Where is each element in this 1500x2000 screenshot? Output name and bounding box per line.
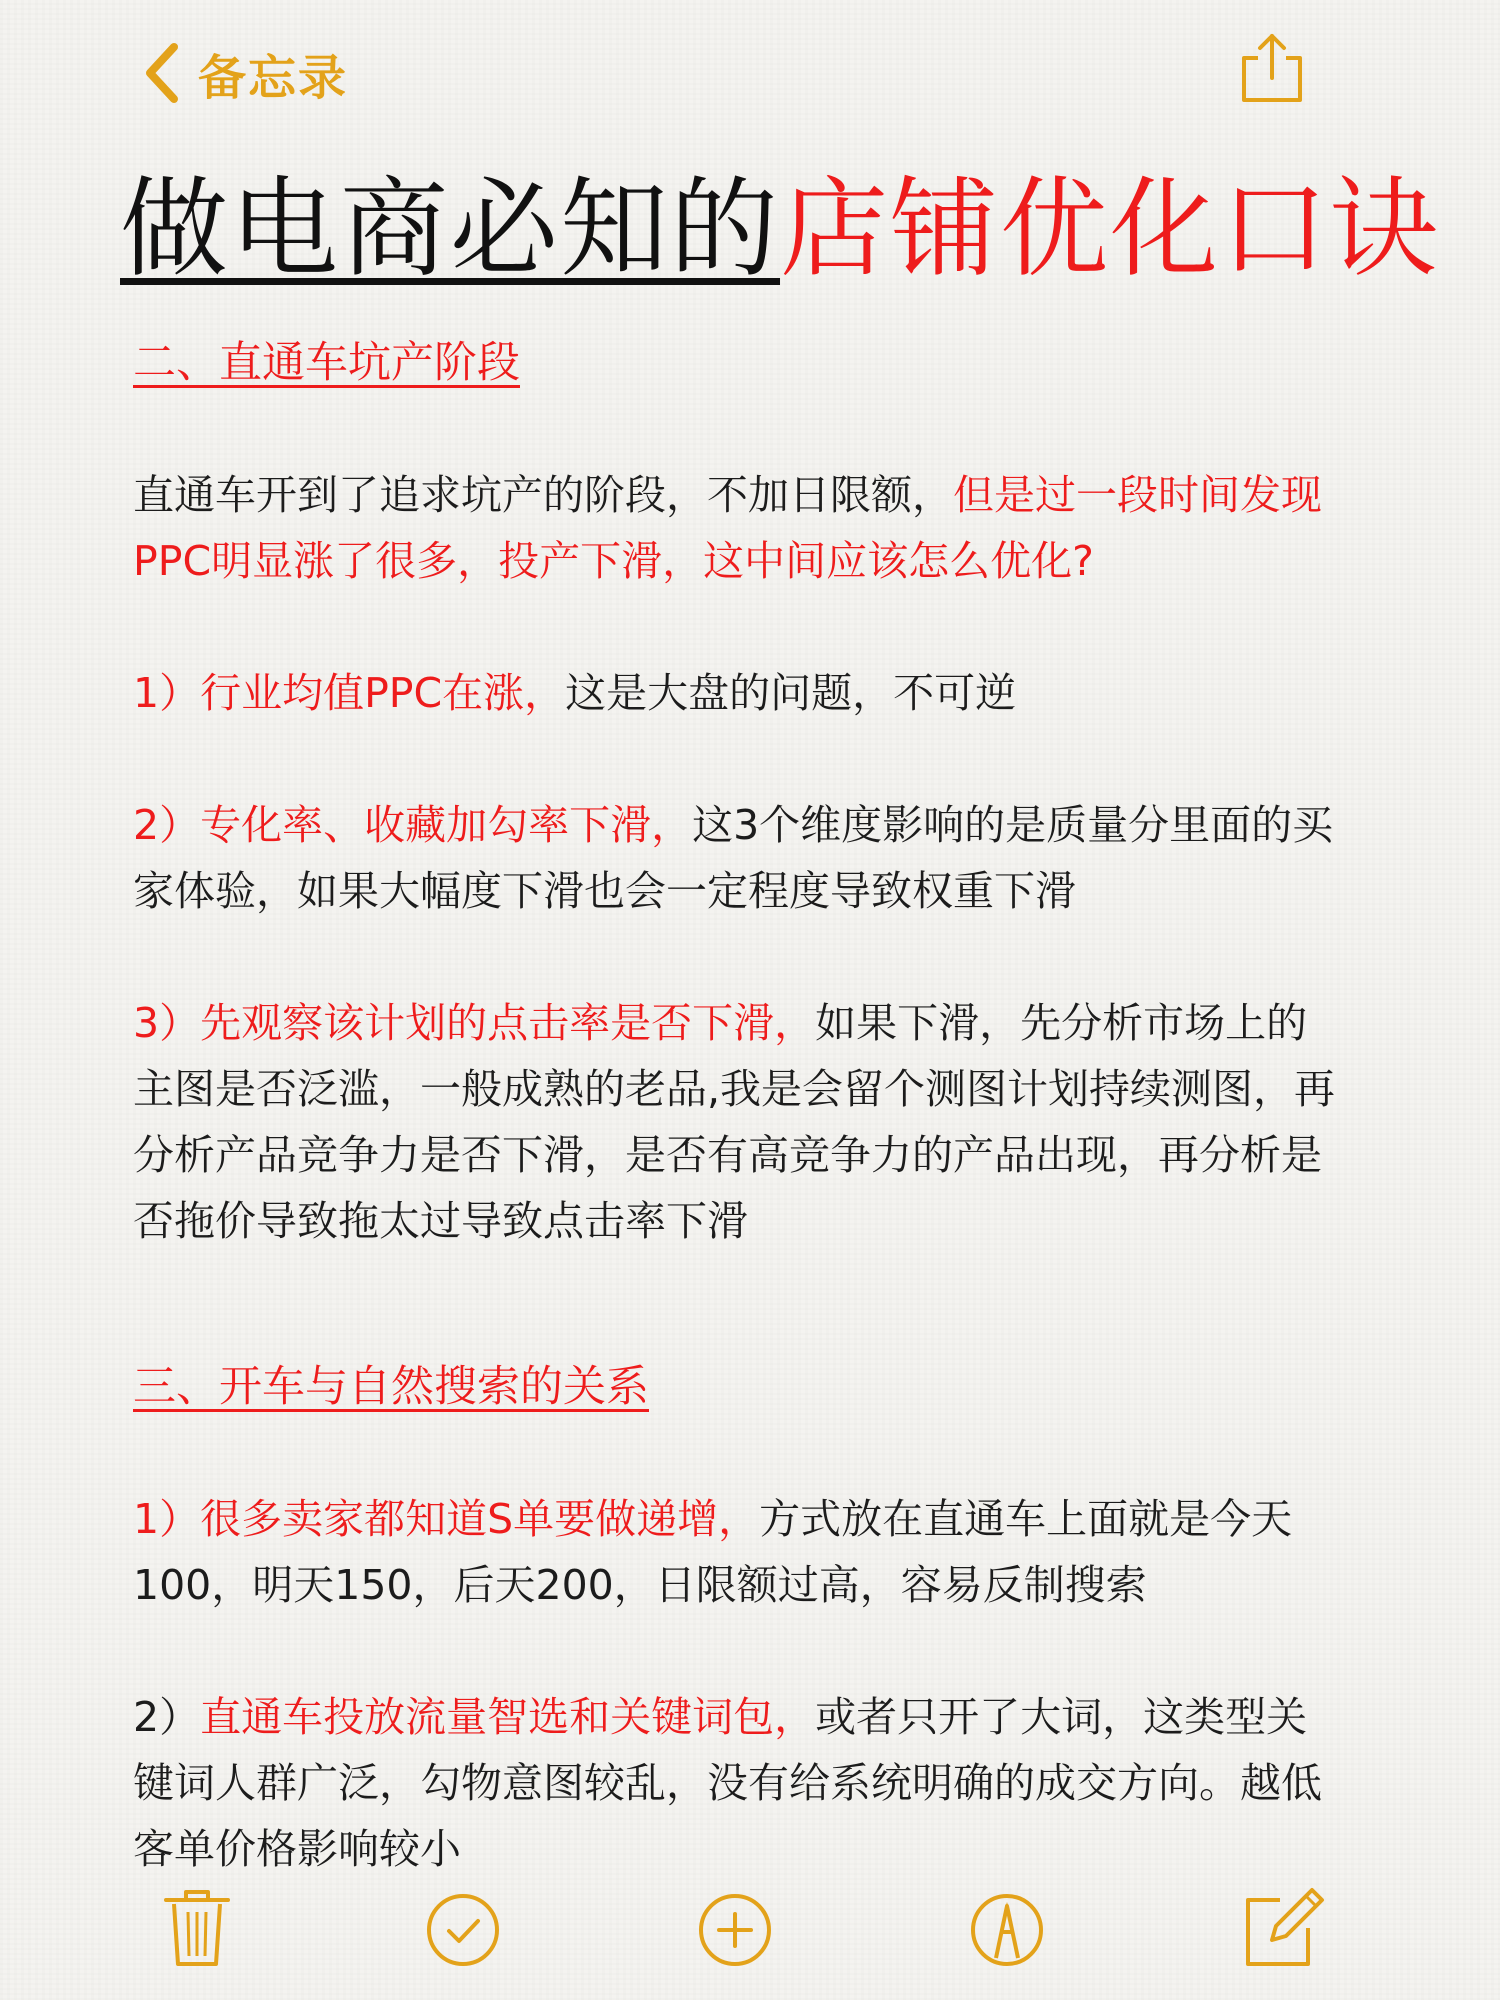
section3-point-2 [133,1684,1348,1882]
share-button[interactable] [1236,30,1308,106]
top-nav-bar [0,0,1500,140]
trash-icon [152,1880,242,1970]
markup-icon [962,1880,1052,1970]
section2-point1-plain: 这是大盘的问题，不可逆 [565,669,1017,717]
add-icon [690,1880,780,1970]
back-button[interactable] [140,38,348,108]
section3-point1-red: 1）很多卖家都知道S单要做递增， [133,1495,760,1543]
section2-point1-red: 1）行业均值PPC在涨， [133,669,566,717]
checklist-icon [418,1880,508,1970]
section2-intro-red: 但是过一段时间发现PPC明显涨了很多，投产下滑，这中间应该怎么优化? [133,471,1322,585]
section2-intro [133,462,1348,594]
share-icon [1236,30,1308,106]
section3-point2-red: 直通车投放流量智选和关键词包， [200,1693,816,1741]
section3-point2-num: 2） [133,1693,201,1741]
delete-button[interactable] [152,1880,242,1970]
title-part-black: 做电商必知的 [120,167,781,292]
section2-intro-plain: 直通车开到了追求坑产的阶段，不加日限额， [133,471,953,519]
section3-point1-plain: 方式放在直通车上面就是今天100，明天150，后天200，日限额过高，容易反制搜索 [133,1495,1293,1609]
section2-point3-red: 3）先观察该计划的点击率是否下滑， [133,999,816,1047]
section2-point2-plain: 这3个维度影响的是质量分里面的买家体验，如果大幅度下滑也会一定程度导致权重下滑 [133,801,1334,915]
section3-point-1 [133,1486,1348,1618]
section2-point2-red: 2）专化率、收藏加勾率下滑， [133,801,693,849]
section2-point-2 [133,792,1348,924]
section-heading-2: 二、直通车坑产阶段 [133,338,520,388]
compose-icon [1236,1880,1326,1970]
page-title [120,165,1440,295]
checklist-button[interactable] [418,1880,508,1970]
back-label: 备忘录 [198,49,349,106]
markup-button[interactable] [962,1880,1052,1970]
section2-point-3 [133,990,1348,1254]
section2-point3-plain: 如果下滑，先分析市场上的主图是否泛滥，一般成熟的老品,我是会留个测图计划持续测图，再分析产品竞争力是否下滑，是否有高竞争力的产品出现，再分析是否拖价导致拖太过导致点击率下滑 [133,999,1336,1245]
chevron-left-icon [140,41,184,105]
add-button[interactable] [690,1880,780,1970]
section3-point2-plain: 或者只开了大词，这类型关键词人群广泛，勾物意图较乱，没有给系统明确的成交方向。越低客单价格影响较小 [133,1693,1322,1873]
section2-point-1 [133,660,1348,726]
note-body[interactable] [133,330,1348,1882]
compose-button[interactable] [1236,1880,1326,1970]
section-heading-3: 三、开车与自然搜索的关系 [133,1362,649,1412]
bottom-toolbar [0,1880,1500,2000]
title-part-red: 店铺优化口诀 [780,167,1441,292]
